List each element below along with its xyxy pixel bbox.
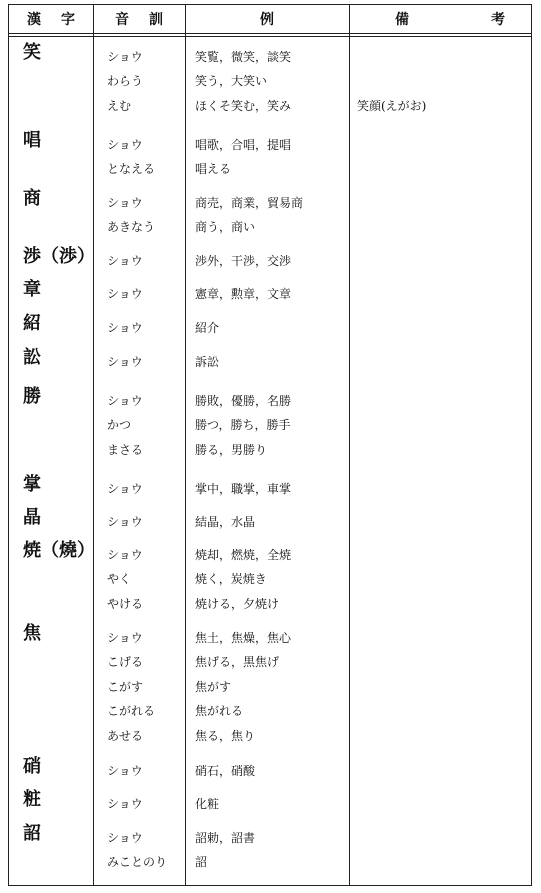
reading-cell: かつ [107,418,132,433]
kanji-cell: 紹 [23,313,41,334]
kanji-cell: 焦 [23,623,41,644]
kanji-cell: 章 [23,279,41,300]
header-kanji-char-1: 漢 [27,12,41,28]
example-cell: 焼ける，夕焼け [195,596,280,611]
kanji-cell: 詔 [23,823,41,844]
example-cell: 硝石，硝酸 [195,764,256,778]
kanji-cell: 粧 [23,789,41,810]
example-cell: 笑覧，微笑，談笑 [195,50,292,64]
example-cell: 商売，商業，貿易商 [195,196,304,210]
column-divider [185,5,186,885]
example-cell: 焦る，焦り [195,728,256,743]
column-divider [349,5,350,885]
example-cell: ほくそ笑む，笑み [195,98,292,113]
reading-cell: まさる [107,442,144,457]
kanji-cell: 掌 [23,474,41,495]
example-cell: 焦土，焦燥，焦心 [195,631,292,645]
reading-cell: ショウ [107,50,143,64]
example-cell: 商う，商い [195,220,256,235]
example-cell: 渉外，干渉，交渉 [195,254,292,268]
kanji-cell: 唱 [23,130,41,151]
kanji-reading-table [8,4,532,886]
reading-cell: あせる [107,728,144,743]
reading-cell: ショウ [107,631,143,645]
reading-cell: あきなう [107,220,156,235]
reading-cell: こがれる [107,704,156,719]
reading-cell: ショウ [107,287,143,301]
example-cell: 唱歌，合唱，提唱 [195,138,292,152]
column-divider [93,5,94,885]
header-divider-double [9,36,531,37]
reading-cell: となえる [107,162,156,177]
kanji-cell: 硝 [23,756,41,777]
example-cell: 焦がれる [195,704,244,719]
example-cell: 焦げる，黒焦げ [195,655,280,670]
reading-cell: こげる [107,655,144,670]
example-cell: 訴訟 [195,355,220,369]
reading-cell: わらう [107,74,144,89]
reading-cell: ショウ [107,355,143,369]
example-cell: 掌中，職掌，車掌 [195,482,292,496]
reading-cell: やく [107,572,132,587]
example-cell: 化粧 [195,797,220,811]
header-kanji-char-2: 字 [61,12,75,28]
reading-cell: ショウ [107,196,143,210]
example-cell: 紹介 [195,321,220,335]
example-cell: 憲章，勲章，文章 [195,287,292,301]
example-cell: 勝つ，勝ち，勝手 [195,418,291,433]
example-cell: 焼く，炭焼き [195,572,267,587]
kanji-cell: 商 [23,188,41,209]
example-cell: 勝敗，優勝，名勝 [195,394,292,408]
example-cell: 勝る，男勝り [195,442,268,457]
header-kanji [9,5,93,33]
kanji-cell: 渉（渉） [23,246,95,267]
example-cell: 唱える [195,162,232,177]
example-cell: 結晶，水晶 [195,515,256,529]
kanji-cell: 笑 [23,42,41,63]
kanji-cell: 晶 [23,507,41,528]
note-cell: 笑顔(えがお) [357,98,427,113]
header-note-char-2: 考 [491,12,505,28]
reading-cell: えむ [107,98,132,113]
kanji-cell: 訟 [23,347,41,368]
reading-cell: ショウ [107,831,143,845]
reading-cell: ショウ [107,548,143,562]
header-example [185,5,349,33]
reading-cell: ショウ [107,321,143,335]
example-cell: 詔 [195,855,208,870]
example-cell: 焼却，燃焼，全焼 [195,548,292,562]
header-reading [93,5,185,33]
header-reading-char-1: 音 [115,12,129,28]
reading-cell: ショウ [107,482,143,496]
example-cell: 焦がす [195,679,232,694]
header-reading-char-2: 訓 [149,12,163,28]
reading-cell: ショウ [107,797,143,811]
reading-cell: みことのり [107,855,168,870]
header-note-char-1: 備 [395,12,409,28]
header-divider [9,33,531,34]
reading-cell: やける [107,596,144,611]
reading-cell: こがす [107,679,144,694]
reading-cell: ショウ [107,254,143,268]
kanji-cell: 勝 [23,386,41,407]
example-cell: 詔勅，詔書 [195,831,256,845]
header-note [349,5,531,33]
reading-cell: ショウ [107,138,143,152]
reading-cell: ショウ [107,515,143,529]
example-cell: 笑う，大笑い [195,74,268,89]
reading-cell: ショウ [107,764,143,778]
reading-cell: ショウ [107,394,143,408]
header-example-text: 例 [260,12,274,28]
kanji-cell: 焼（燒） [23,540,95,561]
